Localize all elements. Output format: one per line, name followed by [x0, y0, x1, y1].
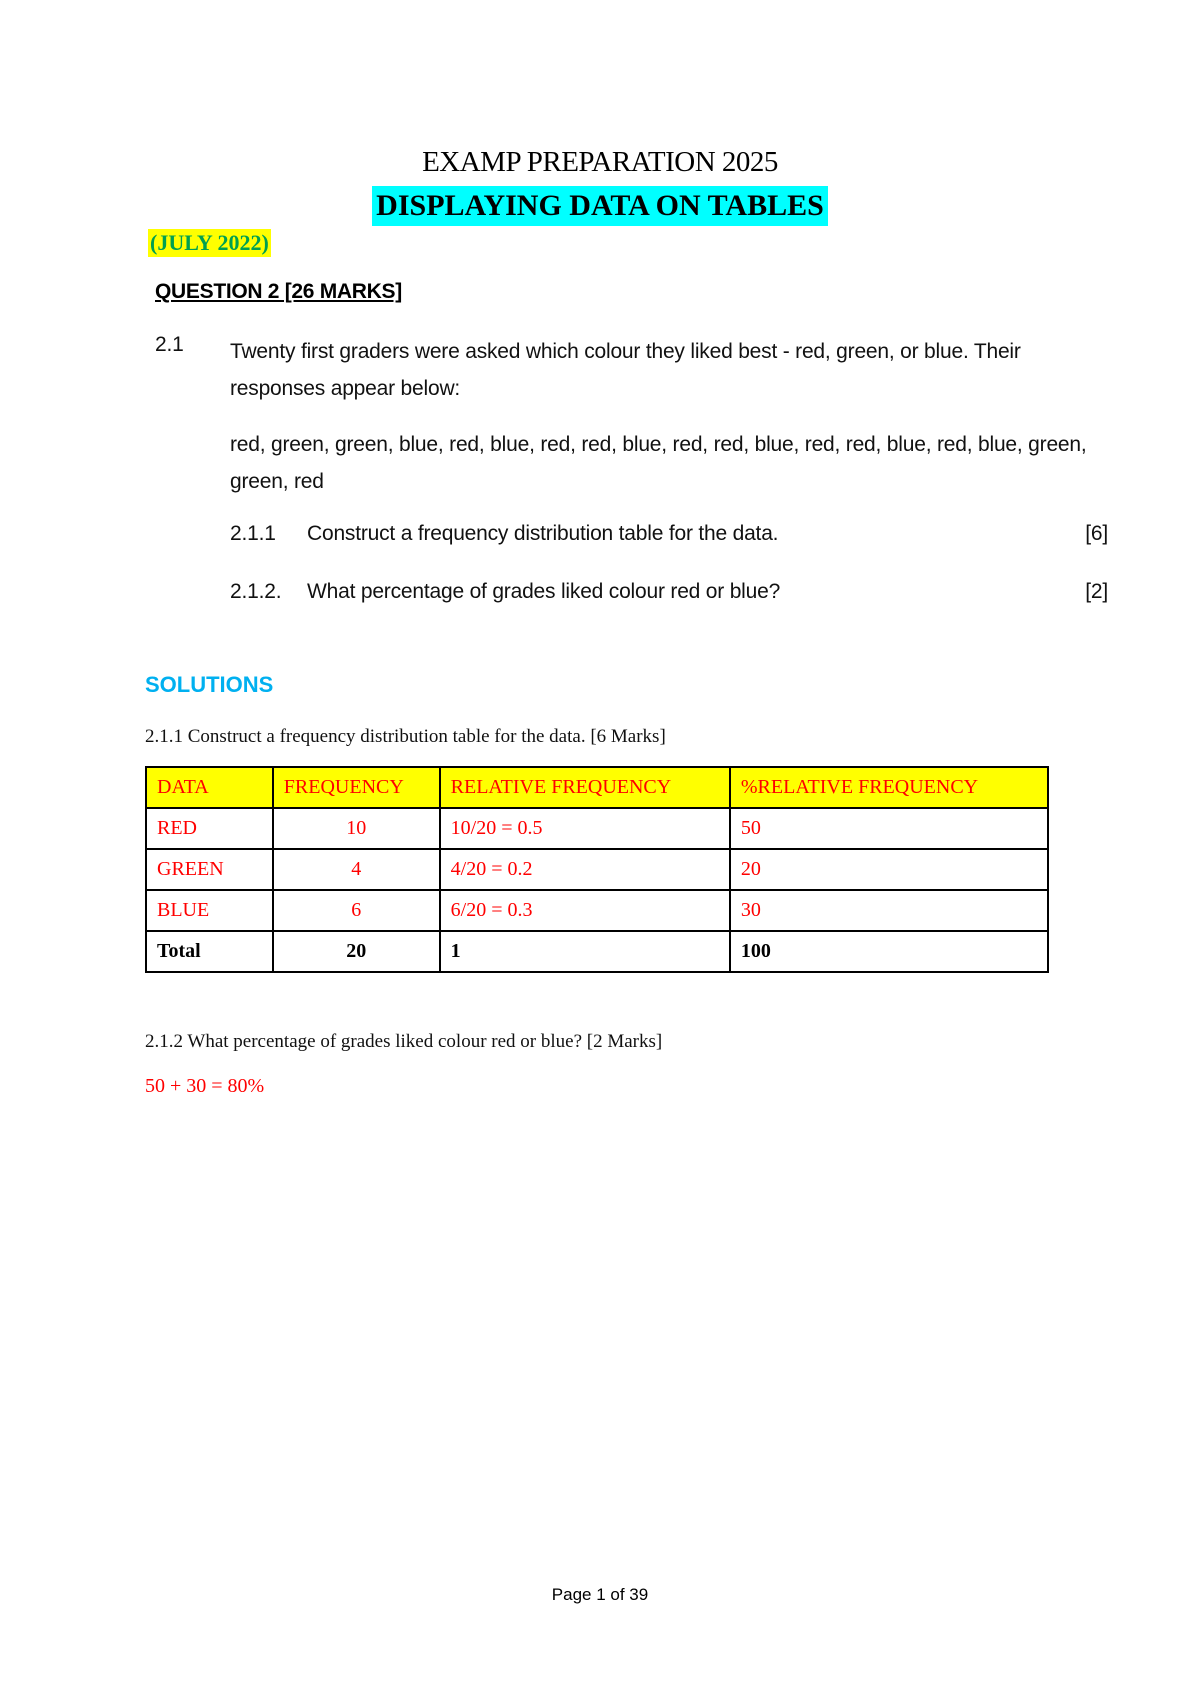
table-cell: 100: [730, 931, 1048, 972]
question-responses: red, green, green, blue, red, blue, red, red, blue, red, red, blue, red, red, blue, red, blue, green, green, red: [230, 433, 1087, 493]
table-cell: 20: [730, 849, 1048, 890]
subquestion-number: 2.1.2.: [230, 580, 282, 603]
table-cell: 30: [730, 890, 1048, 931]
table-header-cell: DATA: [146, 767, 273, 808]
table-header-row: [146, 767, 1048, 808]
document-title: EXAMP PREPARATION 2025: [422, 146, 778, 178]
solution-part1-prompt: 2.1.1 Construct a frequency distribution table for the data. [6 Marks]: [145, 726, 666, 747]
table-total-row: [146, 931, 1048, 972]
table-cell: 4: [273, 849, 440, 890]
table-cell: 20: [273, 931, 440, 972]
solution-part2-answer: 50 + 30 = 80%: [145, 1075, 265, 1097]
table-cell: Total: [146, 931, 273, 972]
table-cell: RED: [146, 808, 273, 849]
table-cell: 10: [273, 808, 440, 849]
frequency-table: [145, 766, 1049, 973]
subquestion-marks: [6]: [1085, 522, 1108, 545]
document-subtitle-wrapper: [0, 186, 1200, 226]
solutions-heading: SOLUTIONS: [145, 672, 274, 697]
question-number: 2.1: [155, 333, 184, 356]
document-subtitle: DISPLAYING DATA ON TABLES: [372, 186, 828, 226]
question-text: Twenty first graders were asked which colour they liked best - red, green, or blue. Their responses appear below:: [230, 340, 1021, 400]
table-header-cell: FREQUENCY: [273, 767, 440, 808]
page-number-footer: Page 1 of 39: [551, 1585, 649, 1604]
table-cell: 1: [440, 931, 730, 972]
table-header-cell: RELATIVE FREQUENCY: [440, 767, 730, 808]
table-cell: BLUE: [146, 890, 273, 931]
table-cell: 6/20 = 0.3: [440, 890, 730, 931]
solution-part2-prompt: 2.1.2 What percentage of grades liked colour red or blue? [2 Marks]: [145, 1031, 663, 1052]
table-header-cell: %RELATIVE FREQUENCY: [730, 767, 1048, 808]
table-cell: 4/20 = 0.2: [440, 849, 730, 890]
subquestion-text: What percentage of grades liked colour red or blue?: [307, 580, 781, 603]
table-row: [146, 849, 1048, 890]
table-row: [146, 808, 1048, 849]
subquestion-text: Construct a frequency distribution table for the data.: [307, 522, 779, 545]
subquestion-number: 2.1.1: [230, 522, 276, 545]
table-row: [146, 890, 1048, 931]
table-cell: GREEN: [146, 849, 273, 890]
subquestion-marks: [2]: [1085, 580, 1108, 603]
table-cell: 10/20 = 0.5: [440, 808, 730, 849]
question-heading: QUESTION 2 [26 MARKS]: [155, 280, 402, 303]
table-cell: 50: [730, 808, 1048, 849]
table-cell: 6: [273, 890, 440, 931]
exam-date-label: (JULY 2022): [150, 230, 269, 255]
